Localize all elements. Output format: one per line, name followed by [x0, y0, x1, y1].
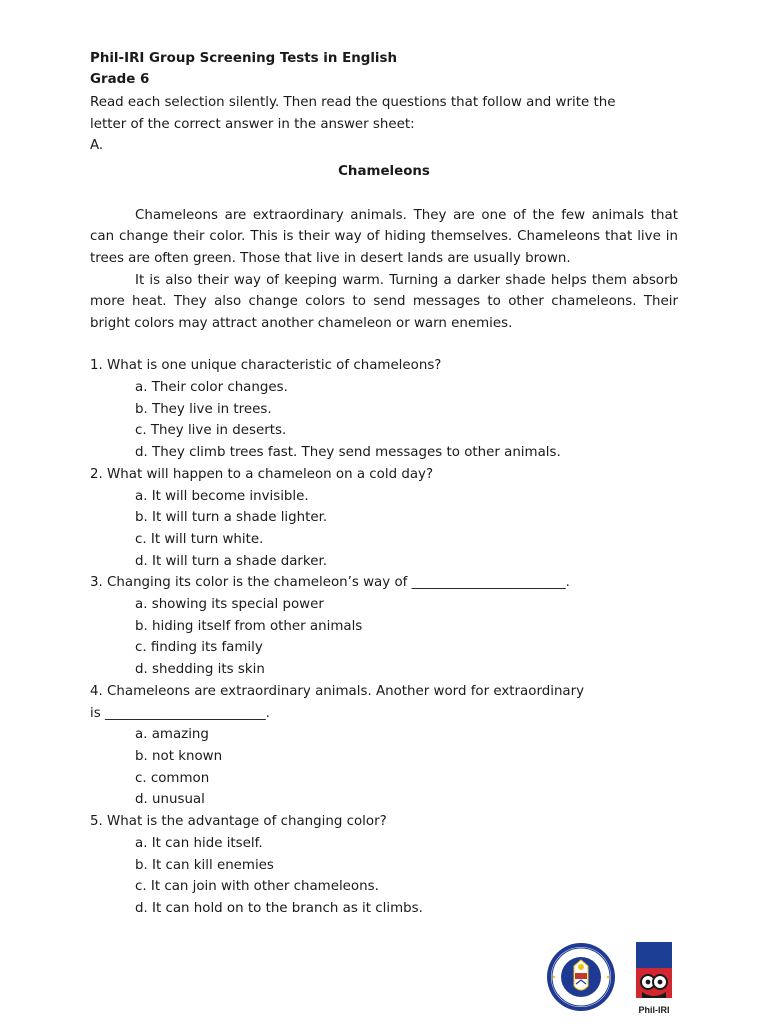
question-2-option-c: c. It will turn white. [135, 531, 264, 547]
question-1-option-b: b. They live in trees. [135, 401, 272, 417]
question-3-option-c: c. finding its family [135, 640, 263, 656]
question-5-option-a: a. It can hide itself. [135, 835, 263, 851]
footer-logos [546, 942, 676, 1022]
question-3-option-b: b. hiding itself from other animals [135, 618, 363, 634]
question-1-option-d: d. They climb trees fast. They send messages to other animals. [135, 445, 561, 461]
grade-label: Grade 6 [90, 72, 150, 87]
question-3: 3. Changing its color is the chameleon’s way of _______________________. [90, 575, 570, 591]
question-4-option-a: a. amazing [135, 727, 209, 743]
question-1-option-c: c. They live in deserts. [135, 423, 287, 439]
question-3-option-d: d. shedding its skin [135, 662, 265, 678]
section-label: A. [90, 138, 104, 154]
question-4-option-d: d. unusual [135, 792, 205, 808]
selection-paragraph-1: Chameleons are extraordinary animals. They are one of the few animals that can change their color. This is their way of hiding themselves. Chameleons that live in trees are often green. Those that live in desert lands are usually brown. [90, 207, 678, 266]
deped-seal-logo [546, 942, 616, 1012]
phil-iri-logo [634, 942, 674, 1018]
question-2-option-d: d. It will turn a shade darker. [135, 553, 327, 569]
question-5-option-d: d. It can hold on to the branch as it climbs. [135, 900, 423, 916]
question-5: 5. What is the advantage of changing color? [90, 814, 387, 830]
question-4-line-1: 4. Chameleons are extraordinary animals. Another word for extraordinary [90, 683, 585, 699]
worksheet-page [90, 48, 678, 920]
question-4-option-c: c. common [135, 770, 210, 786]
phil-iri-label: Phil-IRI [638, 1005, 670, 1015]
instruction-line-2: letter of the correct answer in the answer sheet: [90, 116, 415, 132]
question-4-option-b: b. not known [135, 749, 223, 764]
question-3-option-a: a. showing its special power [135, 597, 324, 613]
selection-title: Chameleons [338, 163, 430, 179]
question-5-option-c: c. It can join with other chameleons. [135, 879, 379, 895]
question-2-option-b: b. It will turn a shade lighter. [135, 510, 328, 526]
question-4-line-2: is ________________________. [90, 705, 270, 721]
question-1: 1. What is one unique characteristic of chameleons? [90, 358, 442, 374]
question-5-option-b: b. It can kill enemies [135, 857, 274, 873]
question-2-option-a: a. It will become invisible. [135, 488, 309, 504]
question-2: 2. What will happen to a chameleon on a cold day? [90, 466, 434, 482]
selection-paragraph-2: It is also their way of keeping warm. Turning a darker shade helps them absorb more heat. They also change colors to send messages to other chameleons. Their bright colors may attract another chameleon or warn enemies. [90, 272, 678, 331]
test-title: Phil-IRI Group Screening Tests in English [90, 51, 398, 66]
instruction-line-1: Read each selection silently. Then read the questions that follow and write the [90, 95, 616, 110]
question-1-option-a: a. Their color changes. [135, 380, 288, 396]
